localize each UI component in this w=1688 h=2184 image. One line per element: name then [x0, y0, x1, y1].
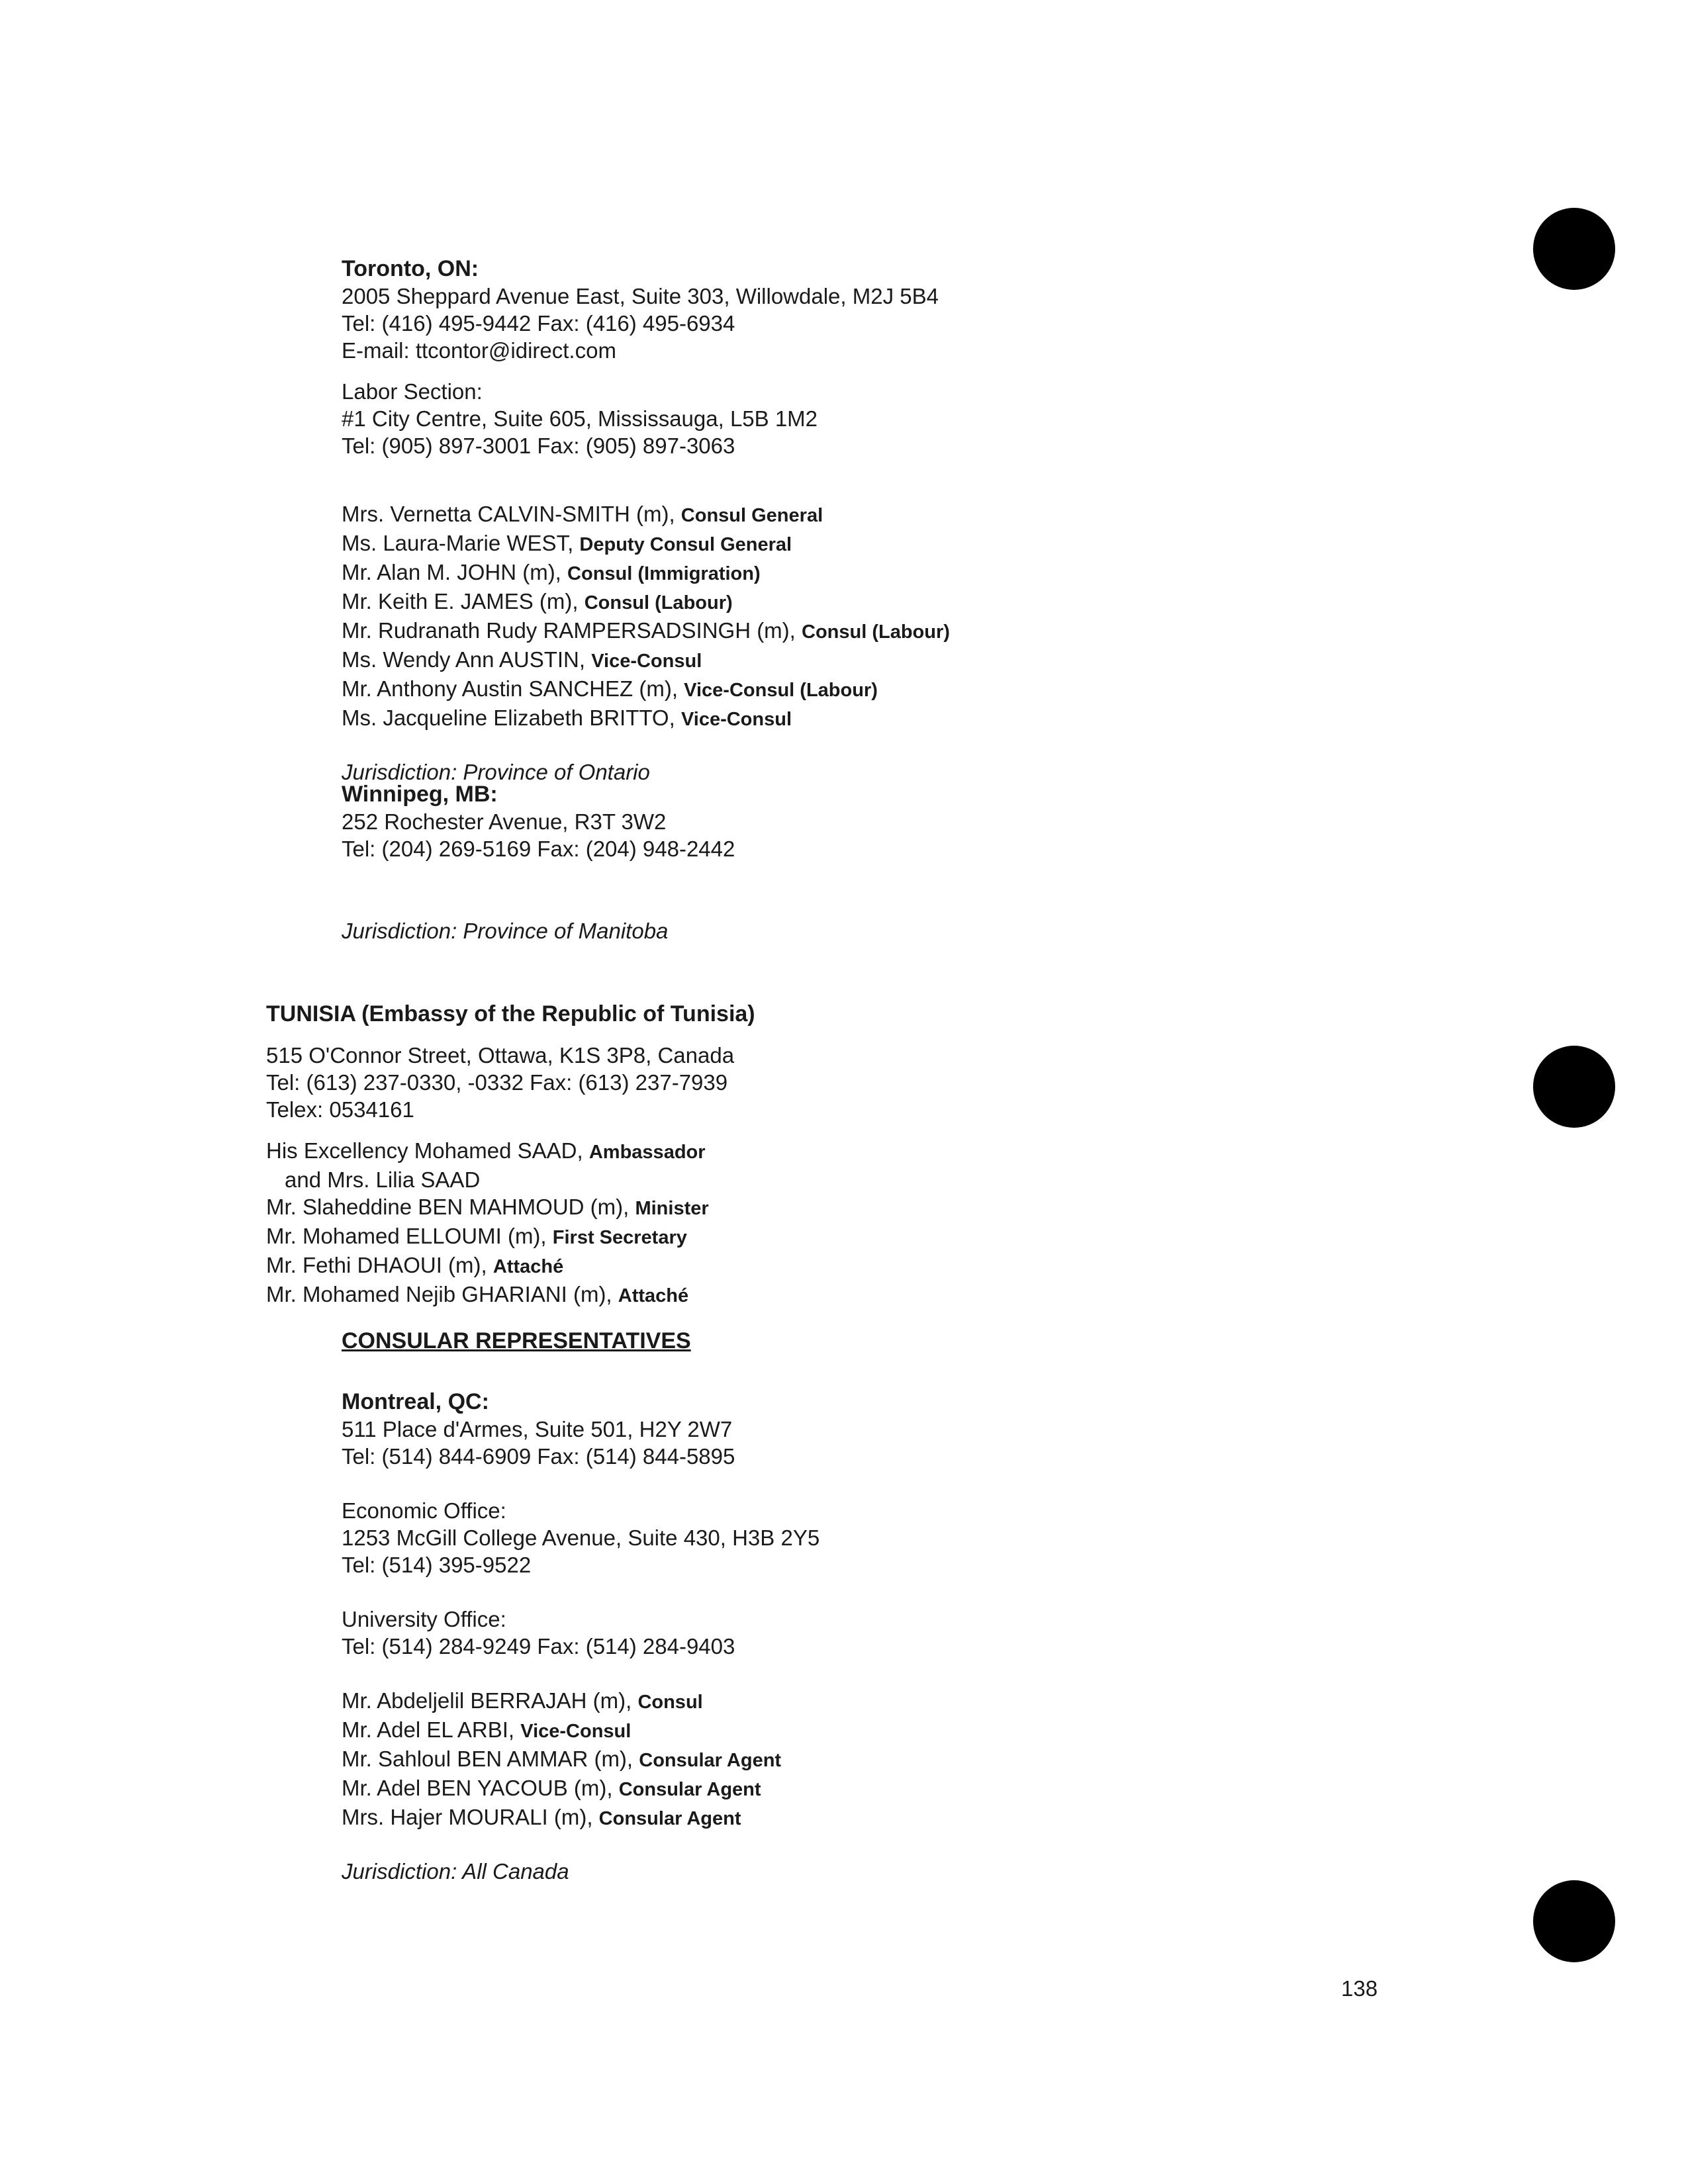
staff-entry: Mr. Keith E. JAMES (m), Consul (Labour)	[342, 589, 733, 614]
montreal-university-tel: Tel: (514) 284-9249 Fax: (514) 284-9403	[342, 1634, 735, 1659]
toronto-labor-address: #1 City Centre, Suite 605, Mississauga, L5B 1M2	[342, 406, 818, 431]
tunisia-tel: Tel: (613) 237-0330, -0332 Fax: (613) 237-7939	[266, 1070, 728, 1095]
montreal-economic-address: 1253 McGill College Avenue, Suite 430, H3B 2Y5	[342, 1525, 820, 1550]
toronto-labor-tel: Tel: (905) 897-3001 Fax: (905) 897-3063	[342, 433, 735, 458]
toronto-jurisdiction: Jurisdiction: Province of Ontario	[342, 760, 650, 784]
toronto-tel: Tel: (416) 495-9442 Fax: (416) 495-6934	[342, 311, 735, 336]
staff-entry: Mrs. Hajer MOURALI (m), Consular Agent	[342, 1805, 741, 1829]
montreal-heading: Montreal, QC:	[342, 1389, 489, 1414]
tunisia-section	[266, 1001, 755, 1310]
consular-representatives-heading: CONSULAR REPRESENTATIVES	[342, 1328, 691, 1353]
staff-entry: Mr. Mohamed Nejib GHARIANI (m), Attaché	[266, 1282, 689, 1306]
staff-entry: Mr. Fethi DHAOUI (m), Attaché	[266, 1253, 564, 1277]
staff-entry: Mr. Sahloul BEN AMMAR (m), Consular Agent	[342, 1747, 782, 1771]
montreal-economic-tel: Tel: (514) 395-9522	[342, 1553, 532, 1577]
winnipeg-heading: Winnipeg, MB:	[342, 782, 498, 807]
montreal-university-label: University Office:	[342, 1607, 506, 1631]
staff-entry: Mr. Abdeljelil BERRAJAH (m), Consul	[342, 1688, 703, 1713]
winnipeg-tel: Tel: (204) 269-5169 Fax: (204) 948-2442	[342, 837, 735, 861]
staff-entry: Mr. Adel BEN YACOUB (m), Consular Agent	[342, 1776, 761, 1800]
staff-entry: Mr. Mohamed ELLOUMI (m), First Secretary	[266, 1224, 687, 1248]
toronto-labor-label: Labor Section:	[342, 379, 483, 404]
page-number: 138	[1341, 1976, 1378, 2001]
tunisia-address: 515 O'Connor Street, Ottawa, K1S 3P8, Canada	[266, 1043, 735, 1068]
toronto-section	[342, 255, 950, 786]
toronto-email: E-mail: ttcontor@idirect.com	[342, 338, 616, 363]
winnipeg-address: 252 Rochester Avenue, R3T 3W2	[342, 809, 667, 834]
tunisia-heading: TUNISIA (Embassy of the Republic of Tunisia)	[266, 1001, 755, 1026]
winnipeg-section	[342, 781, 735, 944]
staff-entry: Ms. Laura-Marie WEST, Deputy Consul General	[342, 531, 792, 555]
staff-entry: Ms. Jacqueline Elizabeth BRITTO, Vice-Consul	[342, 705, 792, 730]
staff-entry: Mrs. Vernetta CALVIN-SMITH (m), Consul General	[342, 502, 823, 526]
montreal-address: 511 Place d'Armes, Suite 501, H2Y 2W7	[342, 1417, 733, 1441]
montreal-staff-list	[342, 1687, 820, 1833]
staff-entry: Mr. Rudranath Rudy RAMPERSADSINGH (m), Consul (Labour)	[342, 618, 950, 643]
punch-hole-top	[1533, 208, 1615, 290]
staff-entry: Mr. Slaheddine BEN MAHMOUD (m), Minister	[266, 1195, 709, 1219]
winnipeg-jurisdiction: Jurisdiction: Province of Manitoba	[342, 919, 669, 943]
punch-hole-bottom	[1533, 1880, 1615, 1962]
punch-hole-middle	[1533, 1046, 1615, 1128]
montreal-jurisdiction: Jurisdiction: All Canada	[342, 1859, 569, 1884]
toronto-address: 2005 Sheppard Avenue East, Suite 303, Willowdale, M2J 5B4	[342, 284, 939, 308]
staff-entry: His Excellency Mohamed SAAD, Ambassador	[266, 1138, 706, 1163]
montreal-economic-label: Economic Office:	[342, 1498, 506, 1523]
staff-entry: and Mrs. Lilia SAAD	[285, 1167, 481, 1192]
tunisia-staff-list	[266, 1137, 755, 1310]
staff-entry: Mr. Alan M. JOHN (m), Consul (Immigration)	[342, 560, 761, 584]
staff-entry: Ms. Wendy Ann AUSTIN, Vice-Consul	[342, 647, 702, 672]
toronto-heading: Toronto, ON:	[342, 256, 479, 281]
staff-entry: Mr. Anthony Austin SANCHEZ (m), Vice-Consul (Labour)	[342, 676, 878, 701]
toronto-staff-list	[342, 500, 950, 733]
staff-entry: Mr. Adel EL ARBI, Vice-Consul	[342, 1717, 632, 1742]
montreal-tel: Tel: (514) 844-6909 Fax: (514) 844-5895	[342, 1444, 735, 1469]
tunisia-telex: Telex: 0534161	[266, 1097, 414, 1122]
montreal-section	[342, 1388, 820, 1885]
